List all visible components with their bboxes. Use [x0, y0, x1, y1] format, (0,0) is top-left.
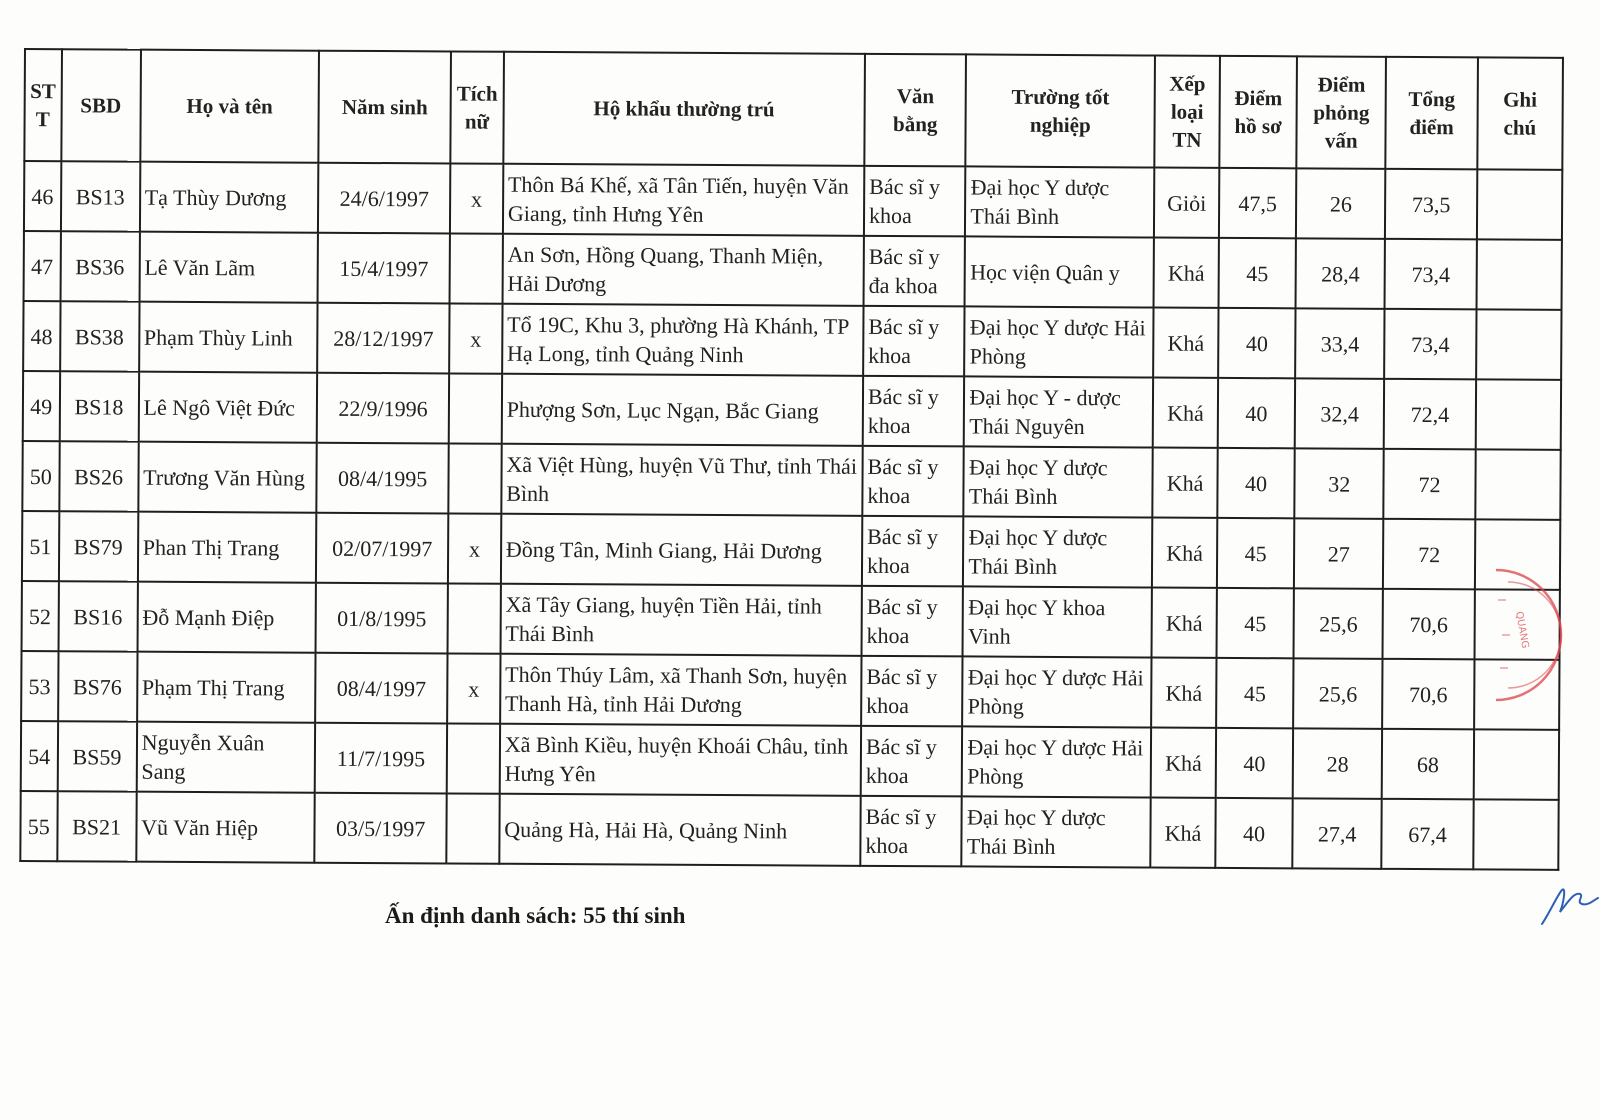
cell-female: x [447, 653, 500, 723]
handwritten-initial-signature [1540, 872, 1600, 932]
header-interview-score-label: Điểm phỏng vấn [1313, 72, 1370, 153]
table-row [24, 161, 1562, 240]
cell-notes [1475, 379, 1561, 449]
cell-interview-score: 27 [1294, 518, 1384, 589]
table-row [22, 441, 1560, 520]
cell-female: x [448, 513, 501, 583]
stamp-text: QUANG [1513, 610, 1531, 650]
cell-full-name: Lê Văn Lãm [139, 232, 318, 303]
table-row [24, 231, 1562, 310]
cell-degree: Bác sĩ y khoa [863, 306, 965, 377]
cell-female [450, 233, 503, 303]
cell-profile-score: 40 [1216, 728, 1293, 798]
header-grade-label: Xếp loại TN [1169, 71, 1206, 152]
cell-total-score: 73,4 [1384, 309, 1476, 380]
header-residence [503, 52, 865, 166]
candidate-results-table [19, 48, 1564, 871]
header-full-name-label: Họ và tên [186, 93, 273, 119]
cell-full-name: Phạm Thùy Linh [139, 302, 318, 373]
header-total-score [1386, 57, 1478, 170]
cell-female: x [450, 163, 503, 233]
cell-full-name: Phạm Thị Trang [137, 652, 316, 723]
cell-stt: 47 [24, 231, 61, 301]
cell-school: Đại học Y khoa Vinh [963, 586, 1152, 657]
table-row [21, 651, 1559, 730]
cell-school: Đại học Y dược Thái Bình [963, 516, 1152, 587]
header-full-name [140, 50, 319, 163]
cell-total-score: 68 [1382, 729, 1474, 800]
header-female-label: Tích nữ [456, 81, 498, 134]
cell-stt: 53 [21, 651, 58, 721]
cell-birth-date: 22/9/1996 [317, 373, 449, 444]
cell-degree: Bác sĩ y khoa [861, 586, 963, 657]
cell-interview-score: 26 [1296, 168, 1386, 239]
header-stt-label: ST T [30, 79, 56, 132]
cell-total-score: 72,4 [1384, 379, 1476, 450]
cell-interview-score: 25,6 [1294, 588, 1384, 659]
cell-total-score: 67,4 [1382, 799, 1474, 870]
table-row [22, 511, 1560, 590]
cell-profile-score: 40 [1218, 308, 1295, 378]
cell-full-name: Lê Ngô Việt Đức [138, 372, 317, 443]
cell-full-name: Phan Thị Trang [138, 512, 317, 583]
cell-full-name: Đỗ Mạnh Điệp [137, 582, 316, 653]
cell-school: Đại học Y - dược Thái Nguyên [964, 376, 1153, 447]
cell-full-name: Tạ Thùy Dương [140, 162, 319, 233]
cell-female [448, 443, 501, 513]
cell-sbd: BS21 [57, 791, 137, 861]
cell-birth-date: 24/6/1997 [318, 163, 450, 234]
cell-notes [1474, 659, 1560, 729]
table-row [23, 371, 1561, 450]
table-row [23, 301, 1561, 380]
cell-full-name: Vũ Văn Hiệp [136, 792, 315, 863]
cell-sbd: BS18 [59, 371, 139, 441]
header-sbd [61, 49, 141, 161]
cell-notes [1476, 239, 1562, 309]
cell-profile-score: 40 [1218, 378, 1295, 448]
cell-degree: Bác sĩ y khoa [863, 376, 965, 447]
cell-school: Học viện Quân y [965, 236, 1154, 307]
header-notes-label: Ghi chú [1503, 87, 1538, 140]
cell-sbd: BS38 [60, 301, 140, 371]
cell-female [447, 723, 500, 793]
cell-interview-score: 33,4 [1295, 308, 1385, 379]
cell-grade: Khá [1153, 308, 1218, 378]
cell-birth-date: 28/12/1997 [317, 303, 449, 374]
header-notes [1477, 57, 1563, 169]
cell-profile-score: 45 [1216, 658, 1293, 728]
cell-stt: 46 [24, 161, 61, 231]
header-school [966, 54, 1155, 167]
cell-interview-score: 28 [1293, 728, 1383, 799]
table-row [22, 581, 1560, 660]
header-total-score-label: Tổng điểm [1408, 86, 1456, 140]
cell-profile-score: 40 [1217, 448, 1294, 518]
cell-grade: Giỏi [1154, 168, 1219, 238]
cell-birth-date: 03/5/1997 [315, 793, 447, 864]
cell-notes [1474, 589, 1560, 659]
cell-grade: Khá [1154, 238, 1219, 308]
cell-residence: An Sơn, Hồng Quang, Thanh Miện, Hải Dương [502, 234, 864, 306]
cell-total-score: 72 [1384, 449, 1476, 520]
cell-total-score: 70,6 [1383, 589, 1475, 660]
cell-notes [1473, 799, 1559, 869]
cell-total-score: 73,4 [1385, 239, 1477, 310]
cell-interview-score: 27,4 [1292, 798, 1382, 869]
cell-degree: Bác sĩ y khoa [861, 726, 963, 797]
cell-total-score: 70,6 [1382, 659, 1474, 730]
cell-birth-date: 08/4/1995 [317, 443, 449, 514]
cell-notes [1475, 519, 1561, 589]
cell-sbd: BS13 [60, 161, 140, 231]
header-profile-score [1219, 56, 1297, 168]
header-residence-label: Hộ khẩu thường trú [593, 96, 775, 122]
cell-school: Đại học Y dược Thái Bình [962, 796, 1151, 867]
cell-degree: Bác sĩ y khoa [864, 166, 966, 237]
cell-stt: 48 [23, 301, 60, 371]
cell-female: x [449, 303, 502, 373]
cell-residence: Xã Việt Hùng, huyện Vũ Thư, tỉnh Thái Bình [501, 444, 863, 516]
cell-profile-score: 47,5 [1219, 168, 1296, 238]
cell-total-score: 73,5 [1385, 169, 1477, 240]
cell-residence: Thôn Bá Khế, xã Tân Tiến, huyện Văn Giang, tỉnh Hưng Yên [503, 164, 865, 236]
cell-total-score: 72 [1383, 519, 1475, 590]
cell-sbd: BS26 [59, 441, 139, 511]
cell-sbd: BS59 [57, 721, 137, 791]
cell-profile-score: 45 [1219, 238, 1296, 308]
cell-notes [1476, 309, 1562, 379]
table-header-row [24, 49, 1563, 170]
cell-grade: Khá [1152, 588, 1217, 658]
cell-stt: 51 [22, 511, 59, 581]
header-profile-score-label: Điểm hồ sơ [1234, 85, 1283, 139]
cell-interview-score: 25,6 [1293, 658, 1383, 729]
cell-stt: 50 [22, 441, 59, 511]
cell-birth-date: 15/4/1997 [318, 233, 450, 304]
cell-residence: Đồng Tân, Minh Giang, Hải Dương [501, 514, 863, 586]
cell-degree: Bác sĩ y khoa [861, 656, 963, 727]
cell-school: Đại học Y dược Hải Phòng [965, 306, 1154, 377]
cell-residence: Quảng Hà, Hải Hà, Quảng Ninh [499, 794, 861, 866]
header-degree-label: Văn bằng [893, 84, 938, 137]
cell-school: Đại học Y dược Thái Bình [965, 166, 1154, 237]
cell-birth-date: 08/4/1997 [315, 653, 447, 724]
cell-residence: Tổ 19C, Khu 3, phường Hà Khánh, TP Hạ Long, tỉnh Quảng Ninh [502, 304, 864, 376]
cell-school: Đại học Y dược Hải Phòng [962, 726, 1151, 797]
cell-degree: Bác sĩ y đa khoa [863, 236, 965, 307]
cell-school: Đại học Y dược Hải Phòng [963, 656, 1152, 727]
cell-full-name: Trương Văn Hùng [138, 442, 317, 513]
cell-residence: Phượng Sơn, Lục Ngạn, Bắc Giang [502, 374, 864, 446]
cell-sbd: BS36 [60, 231, 140, 301]
cell-grade: Khá [1150, 798, 1215, 868]
cell-profile-score: 45 [1217, 588, 1294, 658]
cell-female [449, 373, 502, 443]
cell-stt: 49 [23, 371, 60, 441]
cell-profile-score: 45 [1217, 518, 1294, 588]
cell-grade: Khá [1152, 518, 1217, 588]
header-interview-score [1296, 56, 1386, 169]
cell-birth-date: 02/07/1997 [316, 513, 448, 584]
table-row [20, 791, 1558, 870]
cell-grade: Khá [1151, 658, 1216, 728]
cell-residence: Thôn Thúy Lâm, xã Thanh Sơn, huyện Thanh Hà, tỉnh Hải Dương [500, 654, 862, 726]
cell-stt: 54 [21, 721, 58, 791]
header-sbd-label: SBD [80, 93, 122, 118]
cell-grade: Khá [1153, 378, 1218, 448]
header-school-label: Trường tốt nghiệp [1011, 84, 1110, 138]
cell-sbd: BS16 [58, 581, 138, 651]
header-birth-date-label: Năm sinh [341, 94, 428, 120]
cell-school: Đại học Y dược Thái Bình [964, 446, 1153, 517]
cell-interview-score: 32,4 [1295, 378, 1385, 449]
cell-residence: Xã Bình Kiều, huyện Khoái Châu, tỉnh Hưng Yên [500, 724, 862, 796]
cell-sbd: BS79 [58, 511, 138, 581]
cell-grade: Khá [1151, 728, 1216, 798]
cell-female [446, 793, 499, 863]
cell-notes [1475, 449, 1561, 519]
cell-birth-date: 01/8/1995 [316, 583, 448, 654]
cell-grade: Khá [1152, 448, 1217, 518]
header-stt [24, 49, 61, 161]
cell-profile-score: 40 [1215, 798, 1292, 868]
list-total-note: Ấn định danh sách: 55 thí sinh [385, 903, 686, 928]
cell-notes [1477, 169, 1563, 239]
cell-residence: Xã Tây Giang, huyện Tiền Hải, tỉnh Thái Bình [500, 584, 862, 656]
header-female [450, 51, 503, 163]
header-grade [1154, 56, 1220, 168]
cell-interview-score: 32 [1294, 448, 1384, 519]
cell-female [448, 583, 501, 653]
cell-interview-score: 28,4 [1296, 238, 1386, 309]
header-birth-date [319, 51, 452, 164]
header-degree [864, 54, 966, 167]
cell-degree: Bác sĩ y khoa [862, 516, 964, 587]
table-row [21, 721, 1559, 800]
cell-sbd: BS76 [58, 651, 138, 721]
cell-stt: 52 [22, 581, 59, 651]
cell-birth-date: 11/7/1995 [315, 723, 447, 794]
cell-degree: Bác sĩ y khoa [862, 446, 964, 517]
cell-full-name: Nguyễn Xuân Sang [136, 722, 315, 793]
cell-notes [1473, 729, 1559, 799]
cell-stt: 55 [20, 791, 57, 861]
cell-degree: Bác sĩ y khoa [860, 796, 962, 867]
